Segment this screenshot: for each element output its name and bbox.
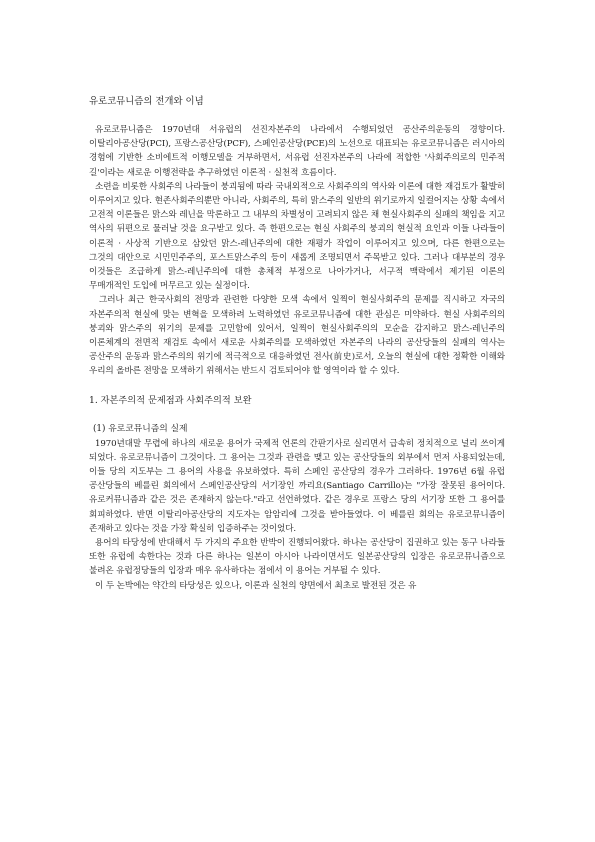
document-title: 유로코뮤니즘의 전개와 이념 — [89, 96, 204, 107]
body-paragraph-2: 용어의 타당성에 반대해서 두 가지의 주요한 반박이 진행되어왔다. 하나는 공산당이 집권하고 있는 동구 나라들 또한 유럽에 속한다는 것과 다른 하나는 일본이 아시아 나라이면서도 일본공산당의 입장은 유로코뮤니즘으로 불려온 유럽정당들의 입장과 매우 유사하다는 점에서 이 용어는 거부될 수 있다. — [89, 538, 505, 577]
intro-paragraph-3: 그러나 최근 한국사회의 전망과 관련한 다양한 모색 속에서 일찍이 현실사회주의 문제를 직시하고 자국의 자본주의적 현실에 맞는 변혁을 모색하려 노력하였던 유로코뮤니즘에 대한 관심은 미약하다. 현실 사회주의의 붕괴와 맑스주의 위기의 문제를 고민함에 있어서, 일찍이 현실사회주의의 모순을 감지하고 맑스-레닌주의 이론체계의 전면적 재검토 속에서 새로운 사회주의를 모색하였던 자본주의 나라의 공산당들의 실패의 역사는 공산주의 운동과 맑스주의의 위기에 적극적으로 대응하였던 전사(前史)로서, 오늘의 현실에 대한 정확한 이해와 우리의 올바른 전망을 모색하기 위해서는 반드시 검토되어야 할 영역이라 할 수 있다. — [89, 295, 505, 377]
section-heading: 1. 자본주의적 문제점과 사회주의적 보완 — [89, 394, 252, 406]
subsection-heading: (1) 유로코뮤니즘의 실제 — [93, 423, 188, 434]
body-paragraph-3: 이 두 논박에는 약간의 타당성은 있으나, 이론과 실천의 양면에서 최초로 발전된 것은 유 — [95, 580, 417, 591]
intro-paragraph-2: 소련을 비롯한 사회주의 나라들이 붕괴됨에 따라 국내외적으로 사회주의의 역사와 이론에 대한 재검토가 활발히 이루어지고 있다. 현존사회주의뿐만 아니라, 사회주의, 특히 맑스주의 일반의 위기로까지 일컬어지는 상황 속에서 고전적 이론들은 맑스와 레닌을 막론하고 그 내부의 차별성이 고려되지 않은 채 현실사회주의 실패의 책임을 지고 역사의 뒤편으로 물러날 것을 요구받고 있다. 즉 한편으로는 현실 사회주의 붕괴의 현실적 요인과 이들 나라들이 이론적 · 사상적 기반으로 삼았던 맑스-레닌주의에 대한 재평가 작업이 이루어지고 있으며, 다른 한편으로는 그것의 대안으로 시민민주주의, 포스트맑스주의 등이 새롭게 조명되면서 주목받고 있다. 그러나 대부분의 경우 이것들은 조급하게 맑스-레닌주의에 대한 총체적 부정으로 나아가거나, 서구적 맥락에서 제기된 이론의 무매개적인 도입에 머무르고 있는 실정이다. — [89, 181, 505, 292]
body-paragraph-1: 1970년대말 무렵에 하나의 새로운 용어가 국제적 언론의 간판기사로 실리면서 급속히 정치적으로 널리 쓰이게 되었다. 유로코뮤니즘이 그것이다. 그 용어는 그것과 관련을 맺고 있는 공산당들의 외부에서 먼저 사용되었는데, 이들 당의 지도부는 그 용어의 사용을 유보하였다. 특히 스페인 공산당의 경우가 그러하다. 1976년 6월 유럽 공산당들의 베를린 회의에서 스페인공산당의 서기장인 까리요(Santiago Carrillo)는 "가장 잘못된 용어이다. 유로커뮤니즘과 같은 것은 존재하지 않는다."라고 선언하였다. 같은 경우로 프랑스 당의 서기장 또한 그 용어를 회피하였다. 반면 이탈리아공산당의 지도자는 암암리에 그것을 받아들였다. 이 베를린 회의는 유로코뮤니즘이 존재하고 있다는 것을 가장 확실히 입증하주는 것이었다. — [89, 438, 505, 534]
intro-paragraph-1: 유로코뮤니즘은 1970년대 서유럽의 선진자본주의 나라에서 수행되었던 공산주의운동의 경향이다. 이탈리아공산당(PCI), 프랑스공산당(PCF), 스페인공산당(PCE)의 노선으로 대표되는 유로코뮤니즘은 러시아의 경험에 기반한 소비에트적 이행모델을 거부하면서, 서유럽 선진자본주의 나라에 적합한 '사회주의로의 민주적 길'이라는 새로운 이행전략을 추구하였던 이론적 · 실천적 흐름이다. — [89, 125, 505, 178]
document-body — [89, 95, 505, 593]
